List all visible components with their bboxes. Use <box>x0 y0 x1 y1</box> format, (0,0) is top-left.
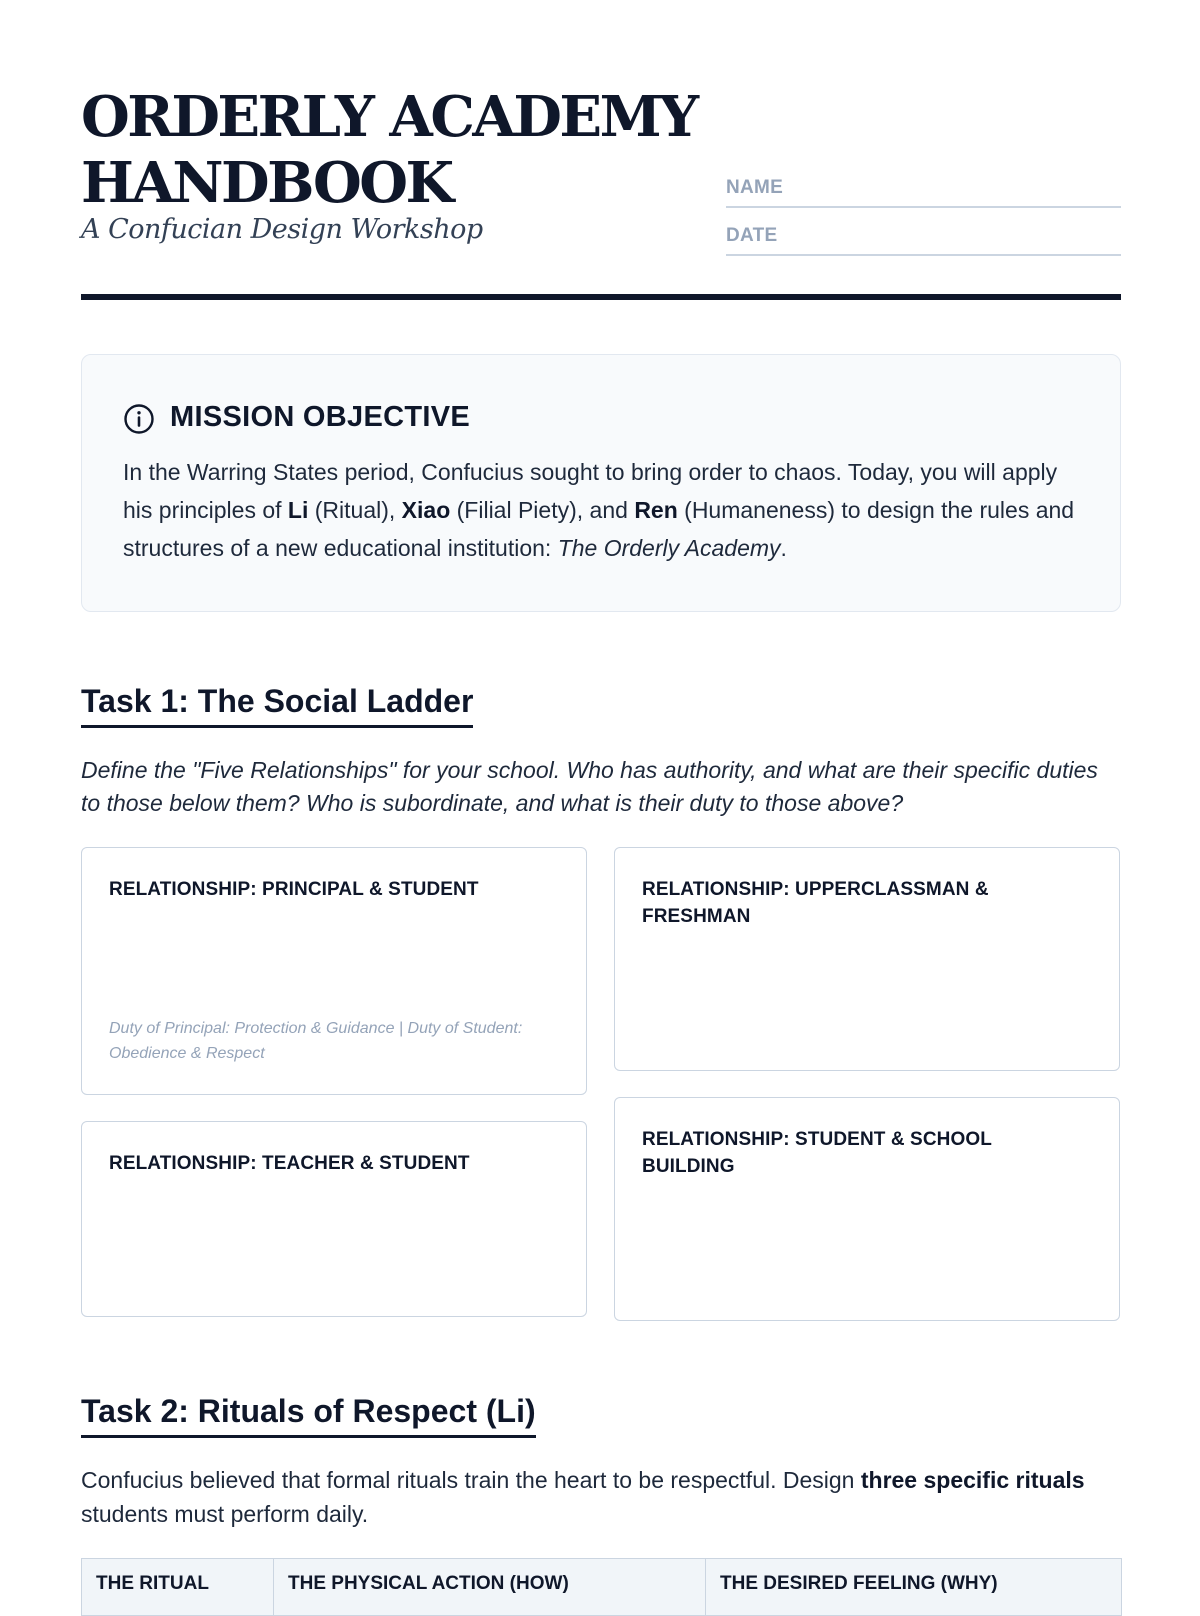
page-title-line-2: HANDBOOK <box>81 150 452 216</box>
task2-intro-part: Confucius believed that formal rituals train the heart to be respectful. Design <box>81 1467 861 1493</box>
relationship-card-principal-student[interactable] <box>81 847 587 1095</box>
relationship-card-hint: Duty of Principal: Protection & Guidance | Duty of Student: Obedience & Respect <box>109 1020 523 1062</box>
relationship-card-upperclassman-freshman[interactable] <box>614 847 1120 1071</box>
column-header-physical-action: THE PHYSICAL ACTION (HOW) <box>274 1559 706 1616</box>
relationship-card-teacher-student[interactable] <box>81 1121 587 1317</box>
page-title <box>81 84 721 216</box>
date-field[interactable] <box>726 222 1121 256</box>
relationship-card-student-building[interactable] <box>614 1097 1120 1321</box>
mission-description <box>123 453 1083 567</box>
mission-objective-box <box>81 354 1121 612</box>
task2-intro-part: students must perform daily. <box>81 1501 369 1527</box>
mission-text-part: (Filial Piety), and <box>450 497 635 523</box>
relationship-card-label: RELATIONSHIP: TEACHER & STUDENT <box>109 1153 470 1174</box>
mission-title: MISSION OBJECTIVE <box>170 401 470 433</box>
task2-heading: Task 2: Rituals of Respect (Li) <box>81 1391 536 1438</box>
task1-instructions: Define the "Five Relationships" for your school. Who has authority, and what are their specific duties to those below them? Who is subordinate, and what is their duty to those above? <box>81 757 1098 816</box>
column-header-desired-feeling: THE DESIRED FEELING (WHY) <box>706 1559 1122 1616</box>
page-header <box>81 84 1121 254</box>
relationship-card-label: RELATIONSHIP: UPPERCLASSMAN & FRESHMAN <box>642 879 989 927</box>
name-field[interactable] <box>726 174 1121 208</box>
relationship-card-label: RELATIONSHIP: PRINCIPAL & STUDENT <box>109 879 479 900</box>
mission-text-part: In the Warring States period, Confucius sought to bring order to chaos. Today, you will apply his principles of <box>123 459 1058 523</box>
date-field-label: DATE <box>726 225 778 246</box>
rituals-table <box>81 1558 1122 1616</box>
mission-text-part: . <box>780 535 787 561</box>
task2-instructions <box>81 1463 1121 1531</box>
academy-name: The Orderly Academy <box>557 535 781 561</box>
mission-text-part: (Humaneness) to design the rules and structures of a new educational institution: <box>123 497 1075 561</box>
mission-text-part: (Ritual), <box>308 497 402 523</box>
task1-heading: Task 1: The Social Ladder <box>81 681 473 728</box>
term-xiao: Xiao <box>401 497 451 523</box>
term-li: Li <box>287 497 309 523</box>
name-field-label: NAME <box>726 177 784 198</box>
column-header-ritual: THE RITUAL <box>82 1559 274 1616</box>
page-subtitle: A Confucian Design Workshop <box>81 214 483 245</box>
header-divider <box>81 294 1121 300</box>
relationship-card-label: RELATIONSHIP: STUDENT & SCHOOL BUILDING <box>642 1129 992 1177</box>
page-title-line-1: ORDERLY ACADEMY <box>81 84 697 150</box>
term-ren: Ren <box>634 497 678 523</box>
rituals-table-header-row <box>82 1559 1122 1616</box>
info-circle-icon <box>123 403 155 435</box>
task2-intro-emphasis: three specific rituals <box>860 1467 1085 1493</box>
